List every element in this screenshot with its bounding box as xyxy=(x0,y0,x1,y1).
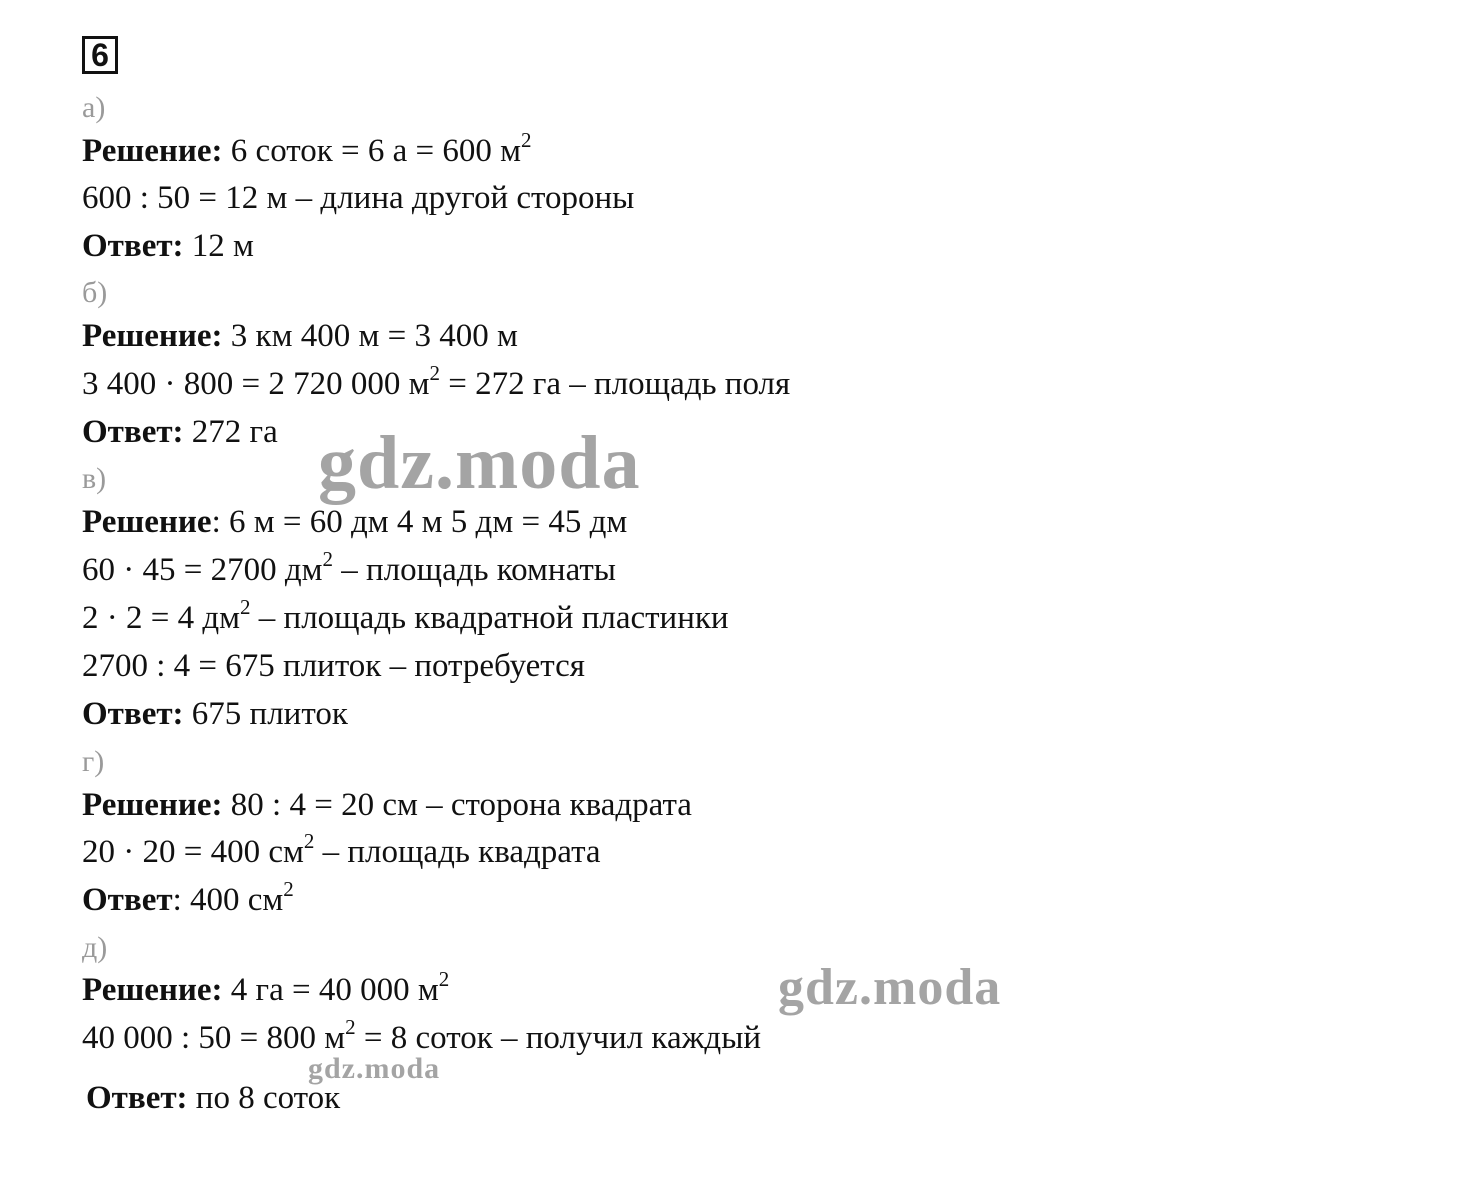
part-c-label: в) xyxy=(82,462,107,495)
part-c-answer: Ответ: 675 плиток xyxy=(82,696,348,732)
part-e-solution: Решение: 4 га = 40 000 $м^2$ xyxy=(82,967,450,1008)
part-b-answer: Ответ: 272 га xyxy=(82,414,278,450)
part-d-solution: Решение: 80 : 4 = 20 см – сторона квадрата xyxy=(82,787,692,823)
part-c-solution: Решение: 6 м = 60 дм 4 м 5 дм = 45 дм xyxy=(82,504,628,540)
watermark-large: gdz.moda xyxy=(318,421,641,505)
part-b-solution: Решение: 3 км 400 м = 3 400 м xyxy=(82,318,518,354)
part-e-calc: 40 000 : 50 = 800 $м^2 = 8$ соток – получил каждый xyxy=(82,1015,762,1056)
part-a-answer: Ответ: 12 м xyxy=(82,228,254,264)
part-d-label: г) xyxy=(82,745,105,778)
part-b-calc: 3 400 · 800 = 2 720 000 $м^2 = 272$ га – площадь поля xyxy=(82,361,791,402)
watermark-medium: gdz.moda xyxy=(778,959,1002,1016)
part-c-calc-3: 2700 : 4 = 675 плиток – потребуется xyxy=(82,648,585,684)
part-e-label: д) xyxy=(82,931,108,964)
part-b-label: б) xyxy=(82,276,108,309)
problem-number: 6 xyxy=(82,36,118,74)
part-a-solution: Решение: 6 соток = 6 а = 600 $м^2$ xyxy=(82,128,532,169)
part-c-calc-1: 60 · 45 = 2700 $дм^2$ – площадь комнаты xyxy=(82,547,616,588)
part-d-calc: 20 · 20 = 400 $см^2$ – площадь квадрата xyxy=(82,829,601,870)
part-a-calc: 600 : 50 = 12 м – длина другой стороны xyxy=(82,180,635,216)
watermark-small: gdz.moda xyxy=(308,1052,441,1085)
part-a-label: а) xyxy=(82,91,106,124)
part-d-answer: Ответ: 400 $см^2$ xyxy=(82,877,294,918)
part-e-answer: Ответ: по 8 соток xyxy=(86,1080,341,1116)
part-c-calc-2: 2 · 2 = 4 $дм^2$ – площадь квадратной пластинки xyxy=(82,595,729,636)
